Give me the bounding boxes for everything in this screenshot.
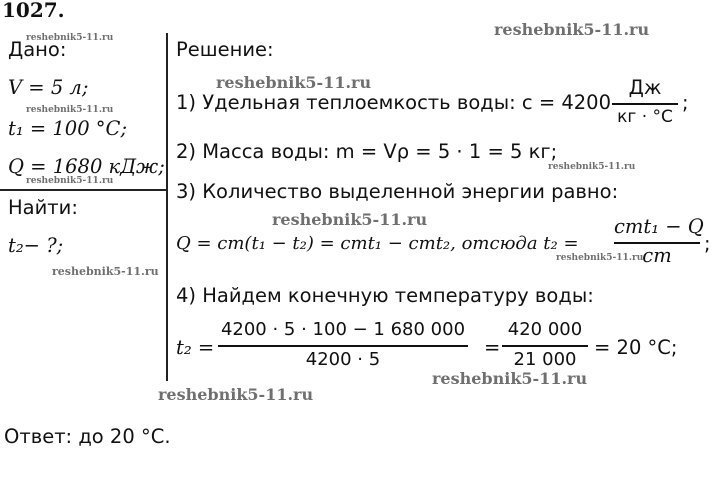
step4-equals: =: [484, 336, 501, 359]
step4-fraction-bar-main: [218, 345, 468, 347]
step3-denominator: cm: [642, 244, 672, 267]
step4-text: 4) Найдем конечную температуру воды:: [176, 284, 594, 307]
given-header: Дано:: [8, 38, 67, 61]
step4-numerator-main: 4200 · 5 · 100 − 1 680 000: [220, 319, 466, 340]
watermark: reshebnik5-11.ru: [556, 253, 644, 263]
watermark: reshebnik5-11.ru: [272, 210, 428, 229]
step4-result: = 20 °C;: [594, 336, 678, 359]
given-heat: Q = 1680 кДж;: [8, 155, 165, 178]
step4-numerator-simplified: 420 000: [507, 319, 583, 340]
vertical-divider: [166, 33, 168, 381]
step4-fraction-simplified: [502, 318, 588, 374]
step2-text: 2) Масса воды: m = Vρ = 5 · 1 = 5 кг;: [176, 140, 558, 163]
watermark: reshebnik5-11.ru: [548, 162, 636, 172]
answer: Ответ: до 20 °C.: [4, 425, 171, 448]
watermark: reshebnik5-11.ru: [26, 176, 114, 186]
step1-end: ;: [682, 91, 689, 114]
step1-denominator: кг · °C: [617, 107, 673, 127]
step4-fraction-bar-simplified: [502, 345, 588, 347]
find-header: Найти:: [8, 196, 78, 219]
step4-denominator-main: 4200 · 5: [305, 349, 381, 370]
find-unknown: t₂− ?;: [8, 234, 64, 257]
watermark: reshebnik5-11.ru: [158, 385, 314, 404]
given-initial-temperature: t₁ = 100 °C;: [8, 117, 128, 140]
watermark: reshebnik5-11.ru: [26, 33, 114, 43]
step3-numerator: cmt₁ − Q: [614, 215, 704, 238]
step1-numerator: Дж: [628, 76, 662, 99]
watermark: reshebnik5-11.ru: [216, 73, 372, 92]
watermark: reshebnik5-11.ru: [26, 105, 114, 115]
step3-formula: Q = cm(t₁ − t₂) = cmt₁ − cmt₂, отсюда t₂ =: [176, 233, 579, 254]
step3-text: 3) Количество выделенной энергии равно:: [176, 180, 619, 203]
watermark: reshebnik5-11.ru: [52, 265, 159, 278]
step4-denominator-simplified: 21 000: [513, 349, 577, 370]
watermark: reshebnik5-11.ru: [432, 369, 588, 388]
solution-header: Решение:: [176, 38, 274, 61]
step1-text: 1) Удельная теплоемкость воды: c = 4200: [176, 91, 611, 114]
step4-lhs: t₂ =: [176, 336, 215, 359]
given-volume: V = 5 л;: [8, 76, 89, 99]
step3-end: ;: [704, 232, 711, 255]
step1-fraction: [612, 76, 678, 128]
watermark: reshebnik5-11.ru: [494, 20, 650, 39]
problem-number: 1027.: [2, 0, 65, 22]
step4-fraction-main: [218, 318, 468, 374]
horizontal-divider: [0, 189, 167, 191]
